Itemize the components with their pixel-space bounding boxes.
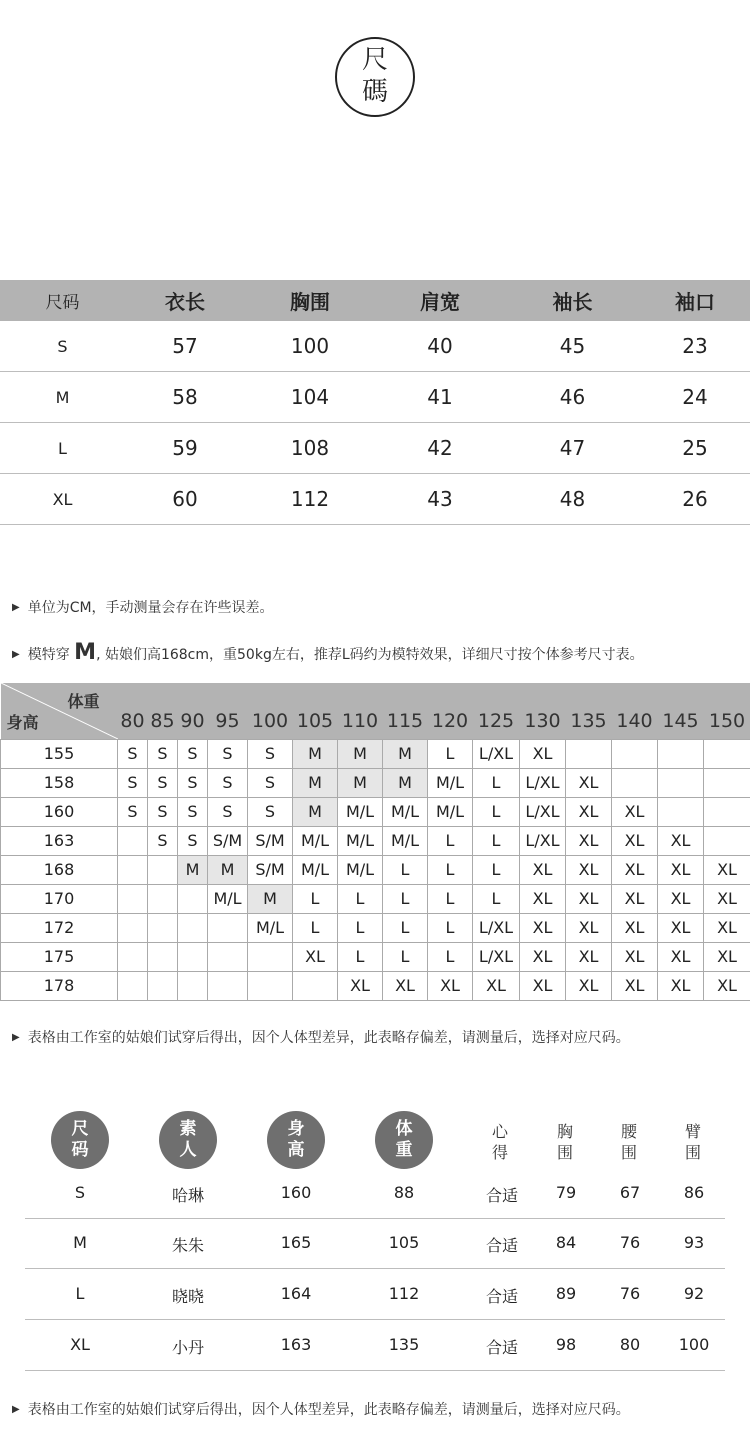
- size-recommendation-cell: L: [473, 826, 520, 855]
- model-table-cell: 合适: [485, 1338, 519, 1357]
- size-recommendation-cell: XL: [566, 884, 612, 913]
- size-recommendation-cell: S: [208, 739, 248, 768]
- size-recommendation-cell: [612, 739, 658, 768]
- height-value: 155: [1, 739, 118, 768]
- size-recommendation-cell: L: [338, 942, 383, 971]
- model-note-prefix: 模特穿: [27, 647, 70, 663]
- size-table-cell: 112: [290, 487, 330, 511]
- size-recommendation-cell: [248, 942, 293, 971]
- size-recommendation-cell: M/L: [208, 884, 248, 913]
- logo-char-1: 尺: [361, 45, 388, 75]
- size-recommendation-cell: [148, 913, 178, 942]
- size-recommendation-cell: XL: [704, 913, 750, 942]
- height-label: 身高: [6, 712, 39, 732]
- size-recommendation-cell: M/L: [338, 855, 383, 884]
- size-recommendation-cell: [148, 884, 178, 913]
- size-recommendation-cell: L: [428, 855, 473, 884]
- model-table-cell: 小丹: [171, 1338, 205, 1357]
- model-table-cell: 160: [280, 1183, 312, 1202]
- size-recommendation-cell: L: [473, 855, 520, 884]
- size-table-row: [0, 372, 750, 423]
- size-recommendation-cell: [704, 826, 750, 855]
- weight-column-header: 140: [612, 683, 658, 739]
- size-recommendation-cell: XL: [612, 797, 658, 826]
- size-recommendation-cell: [118, 826, 148, 855]
- size-header-cell: 衣长: [165, 290, 205, 314]
- size-recommendation-cell: S/M: [208, 826, 248, 855]
- weight-column-header: 100: [248, 683, 293, 739]
- model-table-row: [25, 1270, 725, 1320]
- size-recommendation-cell: XL: [566, 942, 612, 971]
- model-plain-header: [550, 1121, 580, 1163]
- model-circle-header: [375, 1111, 433, 1169]
- size-recommendation-cell: L: [473, 884, 520, 913]
- model-table-cell: 112: [388, 1284, 420, 1303]
- height-row: [1, 884, 750, 913]
- size-table-cell: 24: [682, 385, 708, 409]
- size-table-cell: XL: [52, 489, 73, 509]
- model-table-cell: L: [75, 1284, 85, 1303]
- size-recommendation-cell: M/L: [383, 797, 428, 826]
- size-table-cell: 48: [559, 487, 586, 511]
- model-table-cell: 76: [619, 1233, 641, 1252]
- size-recommendation-cell: XL: [658, 855, 704, 884]
- size-recommendation-cell: XL: [658, 913, 704, 942]
- size-recommendation-cell: S: [248, 739, 293, 768]
- size-table-cell: 25: [682, 436, 708, 460]
- size-recommendation-cell: S: [178, 797, 208, 826]
- size-recommendation-cell: S: [208, 797, 248, 826]
- size-recommendation-cell: [118, 942, 148, 971]
- height-row: [1, 826, 750, 855]
- size-recommendation-cell: XL: [612, 884, 658, 913]
- size-recommendation-cell: [148, 971, 178, 1000]
- height-row: [1, 971, 750, 1000]
- height-row: [1, 942, 750, 971]
- size-table-row: [0, 474, 750, 525]
- model-table-row: [25, 1169, 725, 1219]
- size-recommendation-cell: [658, 739, 704, 768]
- size-recommendation-cell: L: [338, 913, 383, 942]
- model-table-cell: 86: [683, 1183, 705, 1202]
- model-table-cell: 89: [555, 1284, 577, 1303]
- size-recommendation-cell: L: [383, 913, 428, 942]
- size-recommendation-cell: XL: [520, 942, 566, 971]
- size-recommendation-cell: [704, 768, 750, 797]
- weight-column-header: 130: [520, 683, 566, 739]
- size-recommendation-cell: M: [383, 768, 428, 797]
- size-recommendation-cell: XL: [566, 971, 612, 1000]
- weight-column-header: 150: [704, 683, 750, 739]
- size-recommendation-cell: L: [383, 884, 428, 913]
- size-table-cell: 108: [290, 436, 330, 460]
- size-recommendation-cell: S: [148, 826, 178, 855]
- size-recommendation-cell: XL: [612, 942, 658, 971]
- size-recommendation-cell: L: [428, 942, 473, 971]
- model-plain-header: [485, 1121, 515, 1163]
- size-table-cell: L: [58, 438, 67, 458]
- size-recommendation-cell: [178, 884, 208, 913]
- size-recommendation-cell: M: [178, 855, 208, 884]
- size-table-cell: 45: [559, 334, 586, 358]
- triangle-bullet-icon: ▶: [12, 1404, 20, 1415]
- model-table-cell: 164: [280, 1284, 312, 1303]
- model-table-cell: 80: [619, 1335, 641, 1354]
- size-table-cell: M: [55, 387, 70, 407]
- table-note-1-text: 表格由工作室的姑娘们试穿后得出，因个人体型差异，此表略存偏差，请测量后，选择对应尺码。: [27, 1030, 630, 1046]
- size-recommendation-cell: M: [248, 884, 293, 913]
- size-recommendation-cell: XL: [566, 797, 612, 826]
- model-table-cell: 93: [683, 1233, 705, 1252]
- height-value: 160: [1, 797, 118, 826]
- size-recommendation-cell: XL: [612, 826, 658, 855]
- size-recommendation-cell: XL: [428, 971, 473, 1000]
- size-recommendation-cell: XL: [473, 971, 520, 1000]
- size-recommendation-cell: S: [118, 739, 148, 768]
- model-table-cell: 合适: [485, 1287, 519, 1306]
- model-circle-header: [51, 1111, 109, 1169]
- model-table-cell: 100: [678, 1335, 710, 1354]
- size-table: [0, 280, 750, 525]
- size-recommendation-cell: S: [208, 768, 248, 797]
- size-recommendation-cell: XL: [658, 826, 704, 855]
- size-recommendation-cell: S: [118, 797, 148, 826]
- header-line: 素: [179, 1119, 197, 1139]
- size-table-row: [0, 423, 750, 474]
- logo-char-2: 碼: [361, 77, 388, 107]
- size-recommendation-cell: [612, 768, 658, 797]
- size-table-cell: 58: [172, 385, 198, 409]
- size-recommendation-cell: [118, 971, 148, 1000]
- model-note: [12, 640, 644, 665]
- weight-column-header: 135: [566, 683, 612, 739]
- size-recommendation-cell: XL: [520, 971, 566, 1000]
- size-recommendation-cell: L: [473, 797, 520, 826]
- size-recommendation-cell: S: [178, 768, 208, 797]
- size-table-cell: 46: [559, 385, 586, 409]
- size-header-cell: 袖口: [675, 290, 715, 314]
- header-line: 腰: [620, 1122, 637, 1141]
- size-recommendation-cell: XL: [658, 971, 704, 1000]
- header-line: 得: [491, 1143, 508, 1162]
- size-recommendation-cell: M: [208, 855, 248, 884]
- size-recommendation-cell: M/L: [428, 768, 473, 797]
- height-row: [1, 855, 750, 884]
- size-table-cell: 47: [559, 436, 586, 460]
- model-table-cell: 88: [393, 1183, 415, 1202]
- size-recommendation-cell: [178, 971, 208, 1000]
- model-table-cell: 84: [555, 1233, 577, 1252]
- size-recommendation-cell: XL: [520, 855, 566, 884]
- size-recommendation-cell: XL: [704, 855, 750, 884]
- size-recommendation-cell: M/L: [338, 797, 383, 826]
- height-value: 158: [1, 768, 118, 797]
- size-recommendation-cell: [148, 942, 178, 971]
- size-recommendation-cell: M/L: [293, 826, 338, 855]
- size-recommendation-cell: [658, 797, 704, 826]
- size-recommendation-cell: [208, 942, 248, 971]
- model-table-cell: 92: [683, 1284, 705, 1303]
- header-line: 围: [556, 1143, 573, 1162]
- size-recommendation-cell: [118, 855, 148, 884]
- size-table-header: [0, 280, 750, 321]
- size-recommendation-cell: L/XL: [520, 797, 566, 826]
- size-table-cell: 43: [427, 487, 453, 511]
- model-table-cell: 67: [619, 1183, 641, 1202]
- size-recommendation-cell: M/L: [248, 913, 293, 942]
- size-recommendation-cell: [178, 913, 208, 942]
- model-table-cell: S: [74, 1183, 86, 1202]
- model-table-row: [25, 1219, 725, 1269]
- model-table-cell: 165: [280, 1233, 312, 1252]
- model-circle-header: [267, 1111, 325, 1169]
- size-table-cell: 23: [682, 334, 708, 358]
- weight-column-header: 85: [148, 683, 178, 739]
- size-recommendation-cell: M: [383, 739, 428, 768]
- triangle-bullet-icon: ▶: [12, 1032, 20, 1043]
- size-recommendation-cell: M: [338, 739, 383, 768]
- size-recommendation-cell: [704, 739, 750, 768]
- weight-column-header: 115: [383, 683, 428, 739]
- model-note-suffix: , 姑娘们高168cm，重50kg左右，推荐L码约为模特效果，详细尺寸按个体参考尺寸表。: [96, 647, 644, 663]
- header-line: 围: [684, 1143, 701, 1162]
- model-table-cell: 135: [388, 1335, 420, 1354]
- header-line: 臂: [684, 1122, 701, 1141]
- height-value: 178: [1, 971, 118, 1000]
- table-corner-header: [1, 683, 118, 739]
- size-recommendation-cell: M: [293, 739, 338, 768]
- size-recommendation-cell: L: [428, 913, 473, 942]
- size-recommendation-cell: S: [178, 739, 208, 768]
- size-recommendation-cell: S: [148, 797, 178, 826]
- size-recommendation-cell: M/L: [293, 855, 338, 884]
- size-recommendation-cell: L: [428, 826, 473, 855]
- size-recommendation-cell: XL: [566, 855, 612, 884]
- size-recommendation-cell: S: [148, 739, 178, 768]
- model-table-cell: 105: [388, 1233, 420, 1252]
- size-recommendation-cell: XL: [338, 971, 383, 1000]
- weight-column-header: 120: [428, 683, 473, 739]
- size-recommendation-cell: [704, 797, 750, 826]
- height-value: 175: [1, 942, 118, 971]
- size-recommendation-cell: M/L: [338, 826, 383, 855]
- height-row: [1, 797, 750, 826]
- size-recommendation-cell: XL: [293, 942, 338, 971]
- size-recommendation-cell: M: [293, 768, 338, 797]
- table-note-1: [12, 1027, 630, 1047]
- size-recommendation-cell: S/M: [248, 855, 293, 884]
- size-recommendation-cell: S: [118, 768, 148, 797]
- size-recommendation-cell: L: [293, 913, 338, 942]
- unit-note-text: 单位为CM，手动测量会存在许些误差。: [27, 600, 274, 616]
- unit-note: [12, 597, 274, 617]
- size-recommendation-cell: XL: [520, 884, 566, 913]
- height-row: [1, 739, 750, 768]
- size-recommendation-cell: XL: [566, 826, 612, 855]
- size-table-row: [0, 321, 750, 372]
- size-recommendation-cell: L: [473, 768, 520, 797]
- size-table-cell: S: [57, 336, 68, 356]
- size-recommendation-cell: L: [383, 942, 428, 971]
- size-recommendation-cell: S: [248, 768, 293, 797]
- size-recommendation-cell: XL: [612, 913, 658, 942]
- size-recommendation-cell: XL: [383, 971, 428, 1000]
- model-table-cell: 晓晓: [171, 1287, 205, 1306]
- weight-column-header: 80: [118, 683, 148, 739]
- model-table-cell: 哈琳: [171, 1186, 205, 1205]
- weight-column-header: 125: [473, 683, 520, 739]
- header-line: 身: [287, 1119, 305, 1139]
- size-recommendation-cell: L/XL: [473, 739, 520, 768]
- size-recommendation-cell: L: [338, 884, 383, 913]
- size-recommendation-cell: [118, 913, 148, 942]
- size-recommendation-cell: XL: [704, 942, 750, 971]
- model-table-cell: 合适: [485, 1186, 519, 1205]
- size-table-cell: 41: [427, 385, 453, 409]
- size-recommendation-cell: S: [148, 768, 178, 797]
- size-recommendation-cell: XL: [658, 942, 704, 971]
- weight-column-header: 110: [338, 683, 383, 739]
- weight-column-header: 145: [658, 683, 704, 739]
- model-plain-header: [614, 1121, 644, 1163]
- model-table-cell: 合适: [485, 1236, 519, 1255]
- size-recommendation-cell: [248, 971, 293, 1000]
- size-recommendation-cell: [178, 942, 208, 971]
- size-recommendation-cell: L/XL: [520, 768, 566, 797]
- size-table-cell: 59: [172, 436, 198, 460]
- model-table-cell: 79: [555, 1183, 577, 1202]
- size-recommendation-cell: L: [383, 855, 428, 884]
- size-recommendation-cell: [208, 971, 248, 1000]
- size-recommendation-cell: M/L: [383, 826, 428, 855]
- size-recommendation-cell: S/M: [248, 826, 293, 855]
- header-line: 人: [179, 1140, 197, 1160]
- size-recommendation-cell: XL: [520, 739, 566, 768]
- table-note-2-text: 表格由工作室的姑娘们试穿后得出，因个人体型差异，此表略存偏差，请测量后，选择对应尺码。: [27, 1402, 630, 1418]
- model-table-cell: XL: [70, 1335, 90, 1354]
- triangle-bullet-icon: ▶: [12, 649, 20, 660]
- size-header-cell: 胸围: [290, 290, 330, 314]
- weight-label: 体重: [67, 692, 100, 711]
- size-table-cell: 42: [427, 436, 453, 460]
- size-header-cell: 肩宽: [420, 290, 460, 314]
- size-recommendation-cell: XL: [520, 913, 566, 942]
- model-plain-header: [678, 1121, 708, 1163]
- header-line: 心: [491, 1122, 508, 1141]
- model-table-row: [25, 1321, 725, 1371]
- table-note-2: [12, 1399, 630, 1419]
- height-row: [1, 913, 750, 942]
- size-table-cell: 104: [290, 385, 330, 409]
- size-header-cell: 尺码: [45, 293, 80, 313]
- size-recommendation-cell: L/XL: [473, 913, 520, 942]
- weight-height-table: [0, 683, 750, 1001]
- size-recommendation-cell: S: [178, 826, 208, 855]
- header-line: 高: [287, 1140, 305, 1160]
- size-recommendation-cell: XL: [658, 884, 704, 913]
- model-table-cell: 76: [619, 1284, 641, 1303]
- height-row: [1, 768, 750, 797]
- size-recommendation-cell: [293, 971, 338, 1000]
- triangle-bullet-icon: ▶: [12, 602, 20, 613]
- header-line: 胸: [556, 1122, 573, 1141]
- size-recommendation-cell: M: [293, 797, 338, 826]
- model-circle-header: [159, 1111, 217, 1169]
- size-table-cell: 100: [290, 334, 330, 358]
- size-recommendation-cell: L/XL: [520, 826, 566, 855]
- model-table-cell: 98: [555, 1335, 577, 1354]
- size-table-cell: 60: [172, 487, 198, 511]
- size-table-cell: 57: [172, 334, 198, 358]
- size-table-cell: 26: [682, 487, 708, 511]
- size-recommendation-cell: XL: [704, 884, 750, 913]
- size-recommendation-cell: XL: [704, 971, 750, 1000]
- size-recommendation-cell: [208, 913, 248, 942]
- size-table-cell: 40: [427, 334, 453, 358]
- size-recommendation-cell: M/L: [428, 797, 473, 826]
- header-line: 围: [620, 1143, 637, 1162]
- size-recommendation-cell: XL: [612, 855, 658, 884]
- size-recommendation-cell: XL: [612, 971, 658, 1000]
- header-line: 体: [395, 1119, 413, 1139]
- size-recommendation-cell: L: [428, 884, 473, 913]
- weight-column-header: 90: [178, 683, 208, 739]
- height-value: 170: [1, 884, 118, 913]
- size-recommendation-cell: XL: [566, 768, 612, 797]
- weight-column-header: 105: [293, 683, 338, 739]
- model-table-cell: 163: [280, 1335, 312, 1354]
- header-line: 尺: [71, 1119, 89, 1139]
- height-value: 172: [1, 913, 118, 942]
- size-recommendation-cell: M: [338, 768, 383, 797]
- size-recommendation-cell: L: [293, 884, 338, 913]
- size-recommendation-cell: L/XL: [473, 942, 520, 971]
- size-recommendation-cell: [148, 855, 178, 884]
- size-recommendation-cell: XL: [566, 913, 612, 942]
- model-size: M: [74, 640, 97, 665]
- size-recommendation-cell: [658, 768, 704, 797]
- size-logo-seal: [335, 37, 415, 117]
- height-value: 163: [1, 826, 118, 855]
- size-recommendation-cell: [118, 884, 148, 913]
- size-recommendation-cell: S: [248, 797, 293, 826]
- weight-column-header: 95: [208, 683, 248, 739]
- size-header-cell: 袖长: [552, 290, 593, 314]
- header-line: 重: [395, 1140, 413, 1160]
- model-table-cell: M: [73, 1233, 87, 1252]
- header-line: 码: [71, 1140, 89, 1160]
- model-table-cell: 朱朱: [171, 1236, 205, 1255]
- size-recommendation-cell: L: [428, 739, 473, 768]
- height-value: 168: [1, 855, 118, 884]
- size-recommendation-cell: [566, 739, 612, 768]
